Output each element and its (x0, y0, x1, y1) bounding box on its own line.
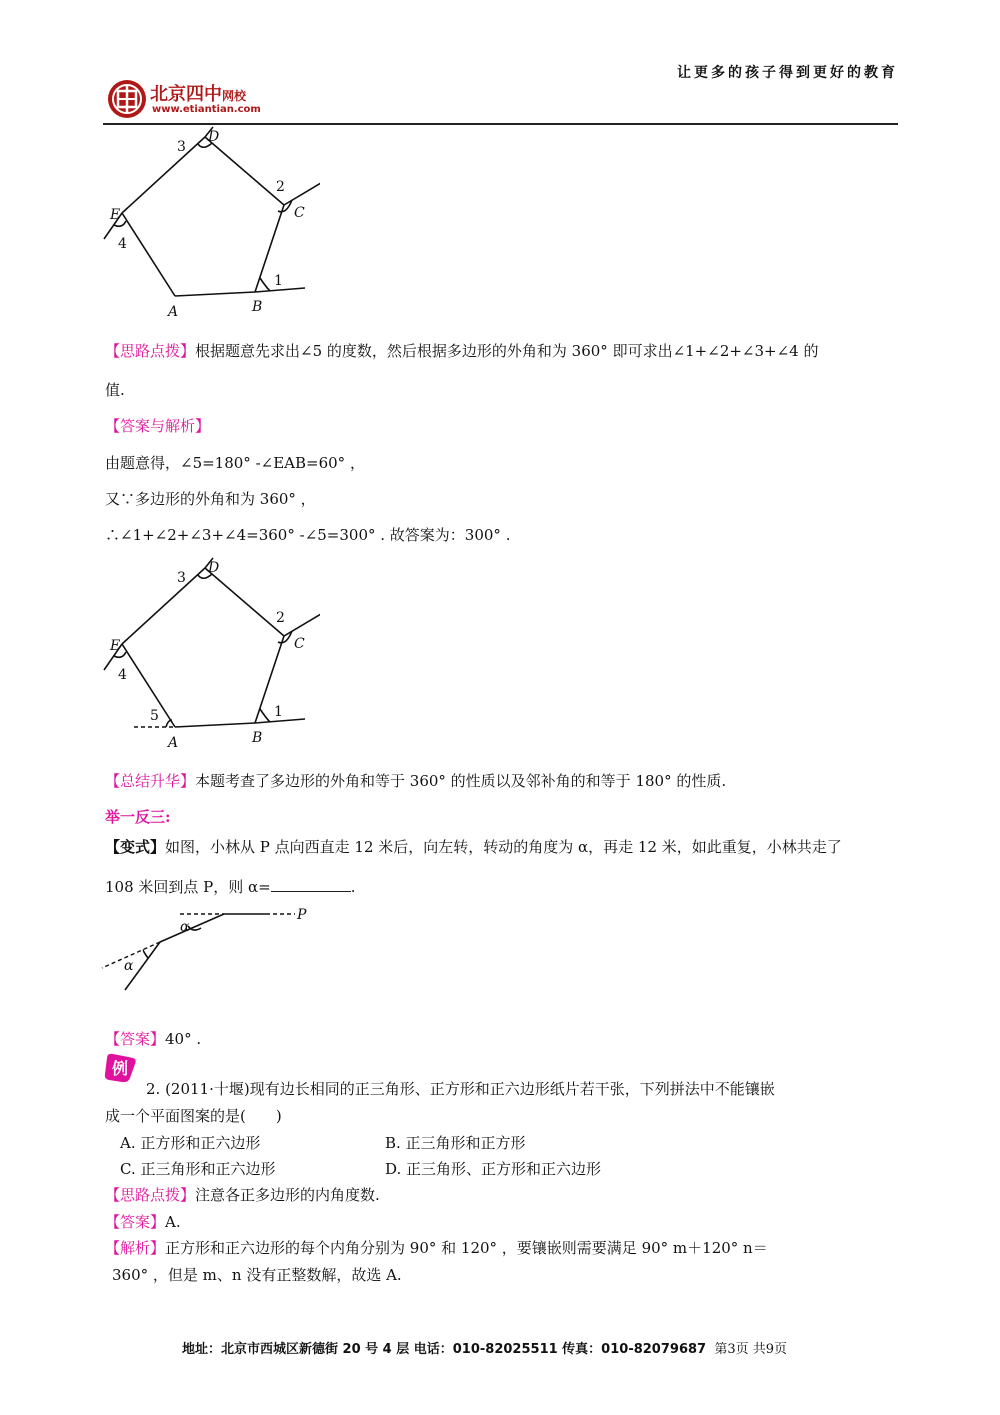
walking-path-figure (100, 900, 320, 1000)
label-alpha-1: α (180, 919, 190, 935)
variant-answer-line (105, 1028, 201, 1049)
example-hint-line (105, 1184, 380, 1205)
variant-line-1 (105, 836, 842, 857)
pentagon-figure-1 (100, 125, 320, 320)
example-answer: A. (165, 1213, 181, 1231)
summary-line (105, 770, 726, 791)
label-E: E (110, 207, 121, 223)
angle-2: 2 (276, 179, 285, 195)
example-badge-text: 例 (112, 1059, 129, 1078)
label-P: P (297, 907, 307, 923)
variant-line-2 (105, 876, 356, 897)
angle-5: 5 (150, 708, 159, 724)
logo-name-main: 北京四中 (150, 84, 222, 105)
hint-tag: 【思路点拨】 (105, 342, 196, 360)
example-answer-line (105, 1211, 181, 1232)
angle-3: 3 (177, 139, 186, 155)
angle-1-2: 1 (274, 704, 283, 720)
variant-text-1: 如图，小林从 P 点向西直走 12 米后，向左转，转动的角度为 α，再走 12 米，如此重复，小林共走了 (165, 838, 842, 856)
label-C: C (294, 205, 305, 221)
label-D-2: D (208, 560, 220, 576)
example-badge-icon (103, 1052, 137, 1084)
example-hint-tag: 【思路点拨】 (105, 1186, 196, 1204)
label-B: B (252, 299, 263, 315)
question-line-1: 2. (2011·十堰)现有边长相同的正三角形、正方形和正六边形纸片若干张，下列拼法中不能镶嵌 (146, 1080, 775, 1098)
angle-4: 4 (118, 236, 127, 252)
pentagon-figure-2 (100, 556, 320, 751)
answer-analysis-tag: 【答案与解析】 (105, 417, 211, 435)
logo-name-sub: 网校 (222, 89, 247, 103)
hint-line-2: 值. (105, 381, 125, 399)
header-slogan: 让更多的孩子得到更好的教育 (677, 65, 898, 81)
example-hint: 注意各正多边形的内角度数. (195, 1186, 380, 1204)
solution-step-1: 由题意得，∠5=180° -∠EAB=60° ， (105, 454, 365, 472)
footer-page-number: 第3页 共9页 (714, 1342, 788, 1357)
variant-tag: 【变式】 (105, 838, 166, 856)
footer-address: 地址：北京市西城区新德街 20 号 4 层 电话：010-82025511 传真：010-82079687 (182, 1342, 707, 1357)
variant-answer-tag: 【答案】 (105, 1030, 166, 1048)
angle-3-2: 3 (177, 570, 186, 586)
variant-text-2: 108 米回到点 P，则 α= (105, 878, 271, 896)
logo-name (150, 80, 246, 106)
angle-1: 1 (274, 273, 283, 289)
angle-2-2: 2 (276, 610, 285, 626)
example-analysis-tag: 【解析】 (105, 1239, 166, 1257)
label-C-2: C (294, 636, 305, 652)
summary-text: 本题考查了多边形的外角和等于 360° 的性质以及邻补角的和等于 180° 的性质. (195, 772, 727, 790)
answer-blank (271, 877, 351, 892)
option-d: D. 正三角形、正方形和正六边形 (385, 1160, 602, 1178)
example-analysis-line-2: 360° ，但是 m、n 没有正整数解，故选 A. (112, 1266, 402, 1284)
example-answer-tag: 【答案】 (105, 1213, 166, 1231)
logo-url: www.etiantian.com (152, 104, 261, 115)
option-b: B. 正三角形和正方形 (385, 1134, 526, 1152)
label-A: A (168, 304, 179, 320)
solution-step-3: ∴∠1+∠2+∠3+∠4=360° -∠5=300° . 故答案为：300° . (105, 526, 511, 544)
label-E-2: E (110, 638, 121, 654)
hint-line-1 (105, 340, 819, 361)
label-A-2: A (168, 735, 179, 751)
solution-step-2: 又∵多边形的外角和为 360° ， (105, 490, 316, 508)
question-line-2: 成一个平面图案的是( ) (105, 1107, 282, 1125)
variant-answer: 40° . (165, 1030, 202, 1048)
hint-text-1: 根据题意先求出∠5 的度数，然后根据多边形的外角和为 360° 即可求出∠1+∠2+∠3+∠4 的 (195, 342, 819, 360)
angle-4-2: 4 (118, 667, 127, 683)
example-analysis-line-1 (105, 1237, 768, 1258)
variant-heading: 举一反三: (105, 808, 171, 826)
option-a: A. 正方形和正六边形 (120, 1134, 261, 1152)
label-B-2: B (252, 730, 263, 746)
summary-tag: 【总结升华】 (105, 772, 196, 790)
option-c: C. 正三角形和正六边形 (120, 1160, 276, 1178)
variant-text-2-end: . (350, 878, 356, 896)
page-footer (182, 1338, 787, 1357)
label-D: D (208, 129, 220, 145)
example-analysis-1: 正方形和正六边形的每个内角分别为 90° 和 120° ，要镶嵌则需要满足 90° m＋120° n＝ (165, 1239, 768, 1257)
label-alpha-2: α (124, 958, 134, 974)
